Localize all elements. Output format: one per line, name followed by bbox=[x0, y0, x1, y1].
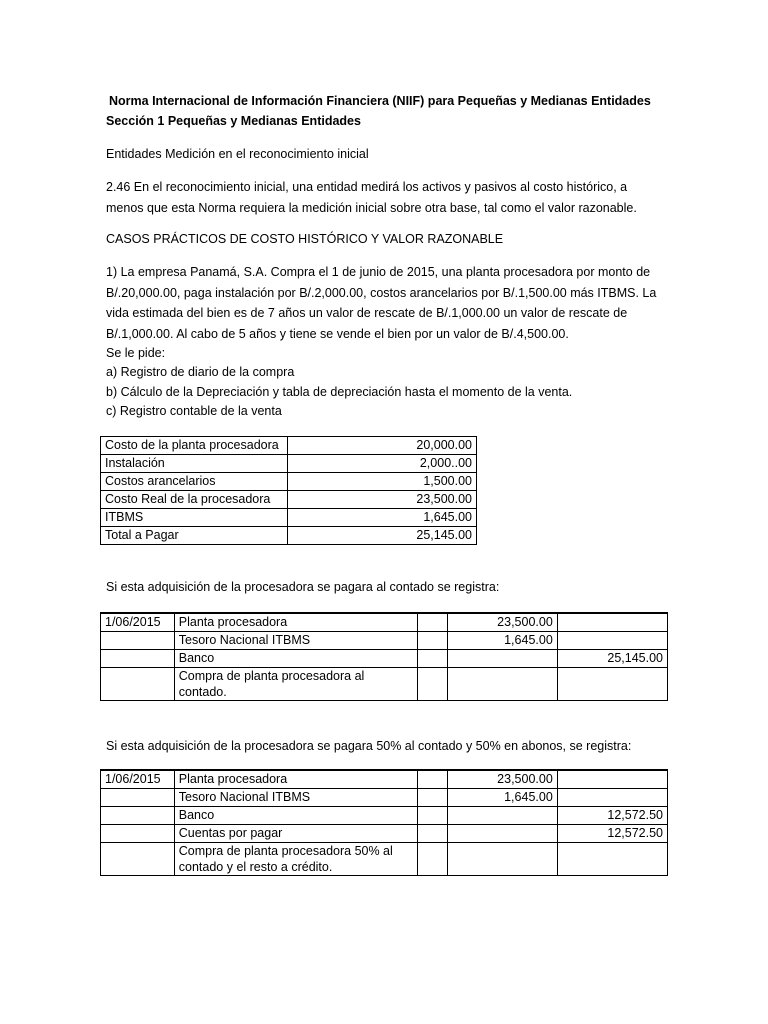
heading-line-1: Norma Internacional de Información Financiera (NIIF) para Pequeñas y Medianas Entidades bbox=[109, 94, 651, 108]
table-row bbox=[101, 807, 668, 825]
entry-date bbox=[101, 789, 175, 807]
table-row bbox=[101, 473, 477, 491]
table-row bbox=[101, 509, 477, 527]
table-row bbox=[101, 613, 668, 632]
case-1-statement bbox=[106, 262, 662, 344]
entry-date bbox=[101, 825, 175, 843]
entry-account: Planta procesadora bbox=[174, 613, 418, 632]
table-row bbox=[101, 789, 668, 807]
entry-description: Compra de planta procesadora al contado. bbox=[174, 668, 418, 701]
entry-ref bbox=[418, 632, 447, 650]
cases-title: CASOS PRÁCTICOS DE COSTO HISTÓRICO Y VALOR RAZONABLE bbox=[106, 232, 504, 246]
entry-date: 1/06/2015 bbox=[101, 613, 175, 632]
entry-debit bbox=[447, 825, 557, 843]
entry-credit bbox=[557, 770, 667, 789]
table-row bbox=[101, 527, 477, 545]
entry-ref bbox=[418, 650, 447, 668]
paragraph-2-46 bbox=[106, 177, 662, 218]
journal-1-intro: Si esta adquisición de la procesadora se pagara al contado se registra: bbox=[106, 580, 500, 594]
entry-account: Tesoro Nacional ITBMS bbox=[174, 789, 418, 807]
journal-table-cash bbox=[100, 612, 668, 701]
entry-ref bbox=[418, 770, 447, 789]
entry-account: Banco bbox=[174, 807, 418, 825]
cost-value: 1,645.00 bbox=[288, 509, 477, 527]
entry-date bbox=[101, 843, 175, 876]
entry-credit: 12,572.50 bbox=[557, 825, 667, 843]
journal-table-credit bbox=[100, 769, 668, 876]
table-row bbox=[101, 650, 668, 668]
entry-debit bbox=[447, 650, 557, 668]
entry-debit: 23,500.00 bbox=[447, 770, 557, 789]
entry-debit: 1,645.00 bbox=[447, 632, 557, 650]
cost-label: Instalación bbox=[101, 455, 288, 473]
case-1-line-3: vida estimada del bien es de 7 años un valor de rescate de B/.1,000.00 un valor de rescate de bbox=[106, 306, 628, 320]
entry-credit bbox=[557, 789, 667, 807]
entry-debit: 1,645.00 bbox=[447, 789, 557, 807]
table-row bbox=[101, 825, 668, 843]
cost-label: Costo Real de la procesadora bbox=[101, 491, 288, 509]
table-row bbox=[101, 455, 477, 473]
entry-description: Compra de planta procesadora 50% al contado y el resto a crédito. bbox=[174, 843, 418, 876]
cost-label: ITBMS bbox=[101, 509, 288, 527]
entry-date: 1/06/2015 bbox=[101, 770, 175, 789]
entry-date bbox=[101, 632, 175, 650]
entry-credit bbox=[557, 613, 667, 632]
paragraph-2-46-line-1: 2.46 En el reconocimiento inicial, una entidad medirá los activos y pasivos al costo histórico, a bbox=[106, 180, 628, 194]
entry-date bbox=[101, 807, 175, 825]
entry-credit: 12,572.50 bbox=[557, 807, 667, 825]
journal-2-intro: Si esta adquisición de la procesadora se pagara 50% al contado y 50% en abonos, se registra: bbox=[106, 739, 632, 753]
cost-table bbox=[100, 436, 477, 545]
case-1-item-b: b) Cálculo de la Depreciación y tabla de depreciación hasta el momento de la venta. bbox=[106, 385, 573, 399]
table-row bbox=[101, 437, 477, 455]
case-1-line-1: 1) La empresa Panamá, S.A. Compra el 1 de junio de 2015, una planta procesadora por monto de bbox=[106, 265, 651, 279]
entry-debit bbox=[447, 668, 557, 701]
table-row bbox=[101, 843, 668, 876]
table-row bbox=[101, 770, 668, 789]
entry-ref bbox=[418, 807, 447, 825]
case-1-item-a: a) Registro de diario de la compra bbox=[106, 365, 295, 379]
subheading: Entidades Medición en el reconocimiento inicial bbox=[106, 147, 369, 161]
heading-line-2: Sección 1 Pequeñas y Medianas Entidades bbox=[106, 114, 361, 128]
entry-credit bbox=[557, 632, 667, 650]
case-1-ask: Se le pide: bbox=[106, 346, 166, 360]
cost-value: 23,500.00 bbox=[288, 491, 477, 509]
table-row bbox=[101, 668, 668, 701]
cost-value: 1,500.00 bbox=[288, 473, 477, 491]
entry-ref bbox=[418, 843, 447, 876]
entry-ref bbox=[418, 668, 447, 701]
entry-account: Planta procesadora bbox=[174, 770, 418, 789]
cost-label: Costos arancelarios bbox=[101, 473, 288, 491]
entry-debit bbox=[447, 843, 557, 876]
entry-ref bbox=[418, 789, 447, 807]
entry-account: Banco bbox=[174, 650, 418, 668]
cost-label: Costo de la planta procesadora bbox=[101, 437, 288, 455]
entry-date bbox=[101, 650, 175, 668]
cost-value: 2,000..00 bbox=[288, 455, 477, 473]
cost-label: Total a Pagar bbox=[101, 527, 288, 545]
table-row bbox=[101, 491, 477, 509]
table-row bbox=[101, 632, 668, 650]
entry-date bbox=[101, 668, 175, 701]
entry-credit: 25,145.00 bbox=[557, 650, 667, 668]
cost-value: 20,000.00 bbox=[288, 437, 477, 455]
entry-credit bbox=[557, 843, 667, 876]
entry-debit bbox=[447, 807, 557, 825]
entry-ref bbox=[418, 613, 447, 632]
entry-account: Tesoro Nacional ITBMS bbox=[174, 632, 418, 650]
entry-ref bbox=[418, 825, 447, 843]
entry-credit bbox=[557, 668, 667, 701]
case-1-line-4: B/.1,000.00. Al cabo de 5 años y tiene se vende el bien por un valor de B/.4,500.00. bbox=[106, 326, 569, 341]
entry-debit: 23,500.00 bbox=[447, 613, 557, 632]
entry-account: Cuentas por pagar bbox=[174, 825, 418, 843]
paragraph-2-46-line-2: menos que esta Norma requiera la medición inicial sobre otra base, tal como el valor razonable. bbox=[106, 200, 637, 215]
case-1-item-c: c) Registro contable de la venta bbox=[106, 404, 282, 418]
case-1-line-2: B/.20,000.00, paga instalación por B/.2,000.00, costos arancelarios por B/.1,500.00 más ITBMS. La bbox=[106, 285, 657, 300]
cost-value: 25,145.00 bbox=[288, 527, 477, 545]
